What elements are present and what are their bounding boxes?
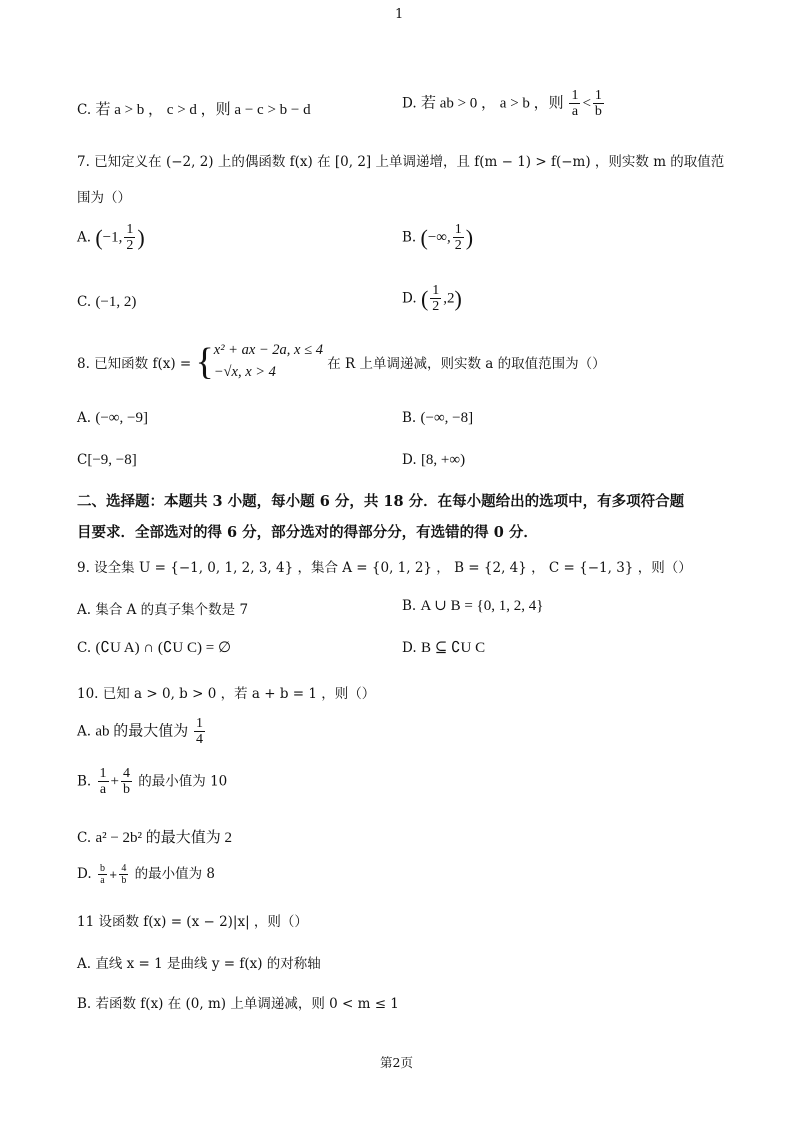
option-label: A. bbox=[77, 956, 92, 972]
q9-option-d bbox=[402, 638, 485, 657]
fraction-1-over-a: $\frac{1}{a}$ bbox=[571, 88, 579, 120]
option-label: B. bbox=[402, 229, 417, 246]
option-text: 若 a > b ， c > d ，则 a − c > b − d bbox=[95, 102, 311, 118]
q7-option-a: A. (−1, $\frac{1}{2}$ ) bbox=[77, 222, 145, 254]
page-footer: 第2页 bbox=[380, 1055, 413, 1070]
q6-option-c bbox=[77, 98, 311, 119]
q10-stem: 10. 已知 a > 0, b > 0 ，若 a + b = 1 ，则（） bbox=[77, 686, 376, 702]
option-text: (−1, 2) bbox=[95, 294, 137, 310]
stem-text: 在 R 上单调递减，则实数 a 的取值范围为（） bbox=[322, 355, 606, 372]
q9-option-c bbox=[77, 638, 231, 657]
q8-option-b bbox=[402, 410, 473, 427]
option-text: 集合 A 的真子集个数是 7 bbox=[95, 602, 249, 618]
q6-option-d: D. 若 ab > 0 ， a > b ，则 $\frac{1}{a}$ < $\frac{1}{b}$ bbox=[402, 88, 602, 120]
q8-option-c bbox=[77, 452, 137, 469]
q8-stem: 8. 已知函数 f(x) = { x² + ax − 2a, x ≤ 4 −√x, x > 4 在 R 上单调递减，则实数 a 的取值范围为（） bbox=[77, 340, 606, 383]
q11-option-a bbox=[77, 952, 321, 972]
page-number: 1 bbox=[395, 7, 404, 22]
q10-option-a: A. ab 的最大值为 $\frac{1}{4}$ bbox=[77, 716, 204, 748]
option-text: (∁U A) ∩ (∁U C) = ∅ bbox=[95, 640, 232, 656]
option-label: A. bbox=[77, 229, 92, 246]
q8-option-d bbox=[402, 452, 465, 469]
option-label: A. bbox=[77, 602, 92, 618]
option-label: A. bbox=[77, 723, 92, 740]
option-label: A. bbox=[77, 410, 92, 426]
option-text: ab 的最大值为 bbox=[95, 723, 193, 740]
option-text: 的最小值为 10 bbox=[133, 773, 228, 790]
q7-stem-line1: 7. 已知定义在 (−2, 2) 上的偶函数 f(x) 在 [0, 2] 上单调递增，且 f(m − 1) > f(−m) ，则实数 m 的取值范 bbox=[77, 154, 725, 170]
option-label: C. bbox=[77, 830, 92, 846]
case-2: −√x, x > 4 bbox=[213, 363, 276, 380]
q8-option-a bbox=[77, 410, 148, 427]
option-text: 的最小值为 8 bbox=[130, 866, 215, 882]
q7-option-c bbox=[77, 294, 136, 311]
q9-option-b bbox=[402, 596, 543, 615]
q7-option-d: D. ( $\frac{1}{2}$ ,2) bbox=[402, 283, 462, 315]
option-text: [8, +∞) bbox=[420, 452, 466, 468]
option-text: [−9, −8] bbox=[87, 452, 137, 468]
q9-stem: 9. 设全集 U = {−1, 0, 1, 2, 3, 4} ，集合 A = {0, 1, 2} ， B = {2, 4} ， C = {−1, 3} ，则（） bbox=[77, 560, 692, 576]
option-label: D. bbox=[402, 95, 417, 112]
section-2-heading-line1: 二、选择题：本题共 3 小题，每小题 6 分，共 18 分．在每小题给出的选项中，有多项符合题 bbox=[77, 493, 685, 510]
option-label: D. bbox=[402, 640, 417, 656]
option-label: C. bbox=[77, 640, 92, 656]
q11-option-b bbox=[77, 992, 399, 1012]
option-text: (−∞, −9] bbox=[95, 410, 148, 426]
option-label: D. bbox=[402, 452, 417, 468]
option-label: D. bbox=[77, 866, 92, 882]
q7-stem-line2: 围为（） bbox=[77, 190, 131, 206]
option-text: 若 ab > 0 ， a > b ，则 bbox=[420, 95, 568, 112]
option-label: D. bbox=[402, 290, 417, 307]
q10-option-d: D. $\frac{b}{a}$ + $\frac{4}{b}$ 的最小值为 8 bbox=[77, 863, 215, 886]
fraction-1-over-b: $\frac{1}{b}$ bbox=[594, 88, 602, 120]
q10-option-c bbox=[77, 826, 232, 847]
option-label: B. bbox=[77, 996, 92, 1012]
q9-option-a bbox=[77, 598, 248, 618]
option-label: C. bbox=[77, 294, 92, 310]
option-text: A ∪ B = {0, 1, 2, 4} bbox=[420, 598, 544, 614]
option-label: C bbox=[77, 452, 88, 468]
q10-option-b: B. $\frac{1}{a}$ + $\frac{4}{b}$ 的最小值为 10 bbox=[77, 766, 228, 798]
option-label: B. bbox=[77, 773, 92, 790]
option-text: B ⊆ ∁U C bbox=[420, 640, 486, 656]
option-text: a² − 2b² 的最大值为 2 bbox=[95, 830, 233, 846]
option-label: B. bbox=[402, 410, 417, 426]
section-2-heading-line2: 目要求．全部选对的得 6 分，部分选对的得部分分，有选错的得 0 分． bbox=[77, 524, 538, 541]
option-text: 直线 x = 1 是曲线 y = f(x) 的对称轴 bbox=[95, 956, 321, 972]
q7-option-b: B. (−∞, $\frac{1}{2}$ ) bbox=[402, 222, 474, 254]
option-label: C. bbox=[77, 102, 92, 118]
option-label: B. bbox=[402, 598, 417, 614]
option-text: 若函数 f(x) 在 (0, m) 上单调递减，则 0 < m ≤ 1 bbox=[95, 996, 399, 1012]
stem-text: 8. 已知函数 f(x) = bbox=[77, 355, 196, 372]
q11-stem: 11 设函数 f(x) = (x − 2)|x| ，则（） bbox=[77, 914, 308, 930]
case-1: x² + ax − 2a, x ≤ 4 bbox=[213, 342, 323, 358]
option-text: (−∞, −8] bbox=[420, 410, 474, 426]
